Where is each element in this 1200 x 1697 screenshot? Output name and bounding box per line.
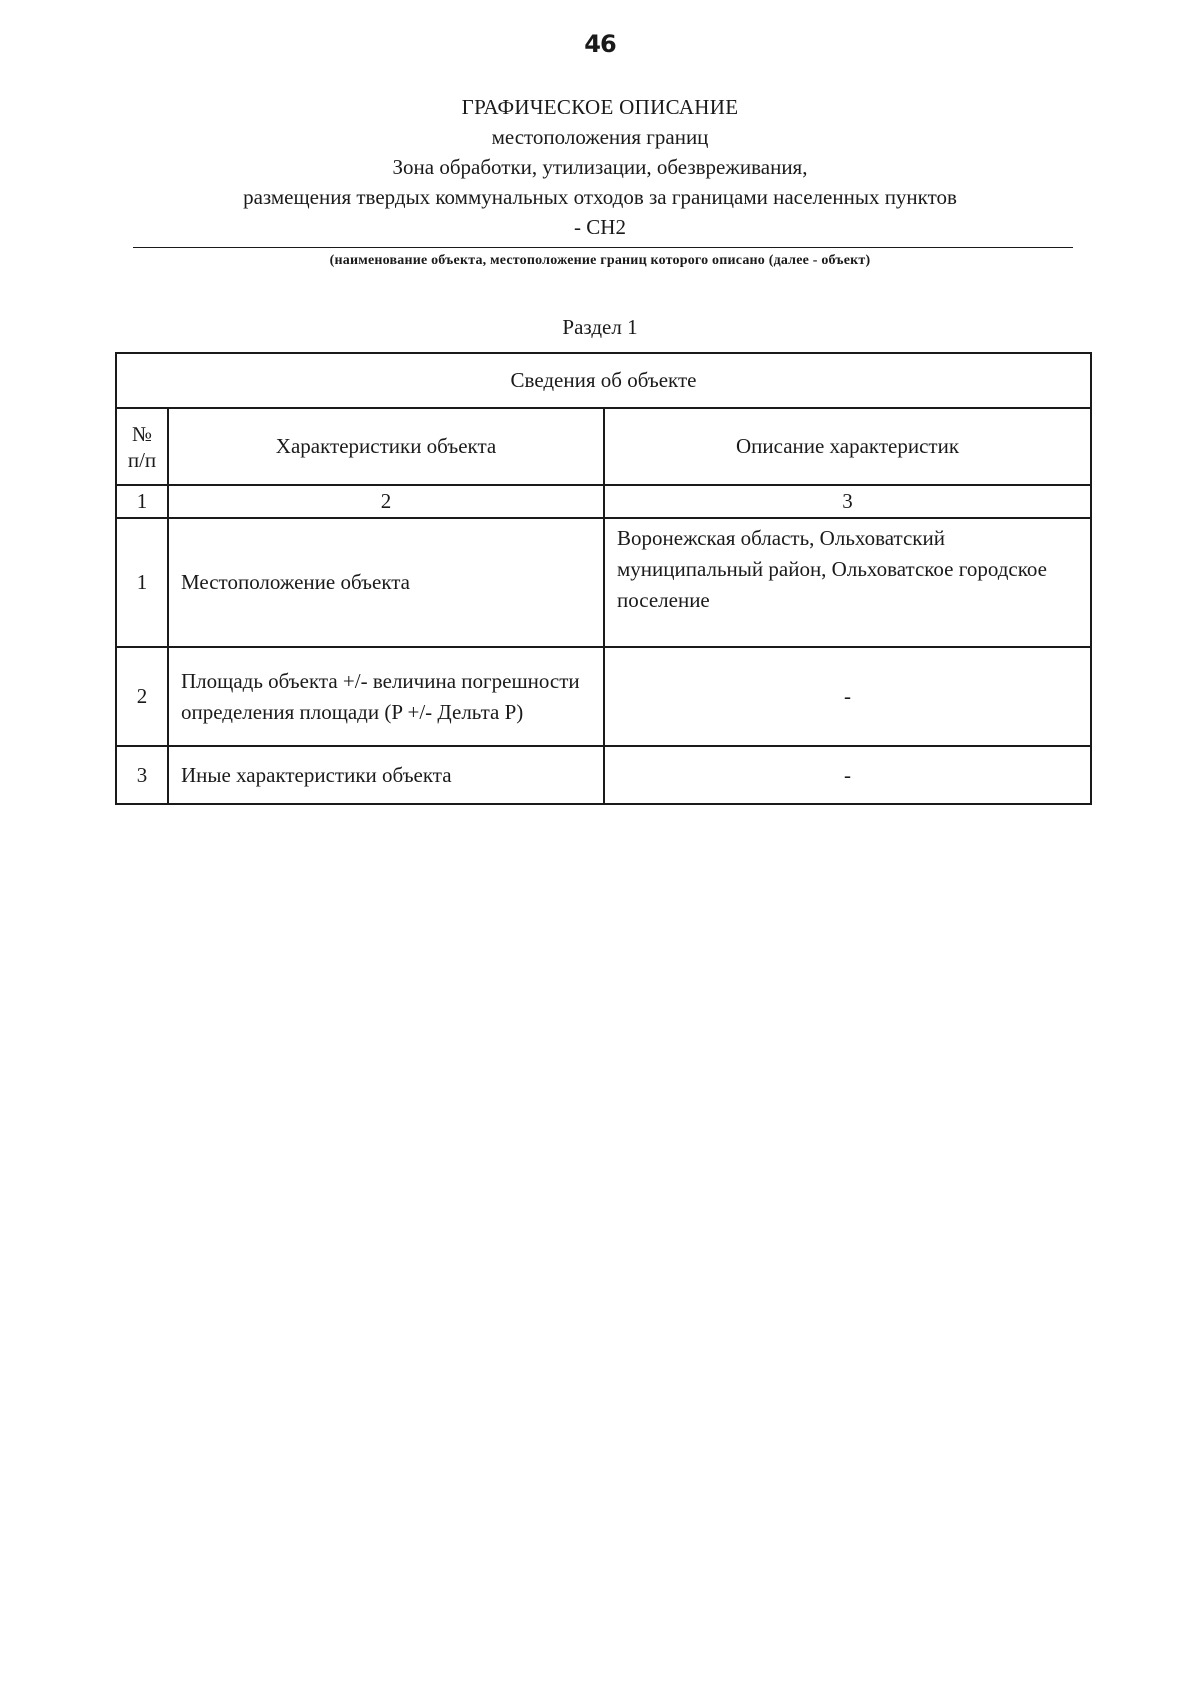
row-description: -	[604, 746, 1091, 804]
table-row	[116, 746, 1091, 804]
column-header-number-line1: №	[131, 421, 153, 446]
table-row	[116, 647, 1091, 746]
table-row	[116, 518, 1091, 647]
table-heading: Сведения об объекте	[116, 353, 1091, 408]
column-header-number	[116, 408, 168, 485]
section-title: Раздел 1	[562, 315, 638, 339]
table-index-row	[116, 485, 1091, 518]
document-title: ГРАФИЧЕСКОЕ ОПИСАНИЕ	[461, 95, 739, 119]
object-info-table	[115, 352, 1092, 805]
column-header-characteristics: Характеристики объекта	[168, 408, 604, 485]
title-underline	[133, 247, 1073, 248]
subtitle-line-1: местоположения границ	[491, 125, 709, 149]
column-header-description: Описание характеристик	[604, 408, 1091, 485]
page-number: 46	[584, 30, 616, 58]
index-cell-2: 2	[168, 485, 604, 518]
index-cell-1: 1	[116, 485, 168, 518]
row-characteristic: Площадь объекта +/- величина погрешности определения площади (P +/- Дельта P)	[168, 647, 604, 746]
document-header	[0, 92, 1200, 242]
row-number: 1	[116, 518, 168, 647]
index-cell-3: 3	[604, 485, 1091, 518]
table-heading-row	[116, 353, 1091, 408]
row-characteristic: Местоположение объекта	[168, 518, 604, 647]
row-description: -	[604, 647, 1091, 746]
row-characteristic: Иные характеристики объекта	[168, 746, 604, 804]
subtitle-line-3: размещения твердых коммунальных отходов за границами населенных пунктов	[243, 185, 957, 209]
object-name-caption: (наименование объекта, местоположение границ которого описано (далее - объект)	[329, 253, 871, 268]
subtitle-line-4: - СН2	[574, 215, 626, 239]
row-description: Воронежская область, Ольховатский муниципальный район, Ольховатское городское поселение	[604, 518, 1091, 647]
row-number: 3	[116, 746, 168, 804]
subtitle-line-2: Зона обработки, утилизации, обезвреживания,	[392, 155, 808, 179]
column-header-number-line2: п/п	[127, 447, 157, 472]
table-header-row	[116, 408, 1091, 485]
row-number: 2	[116, 647, 168, 746]
